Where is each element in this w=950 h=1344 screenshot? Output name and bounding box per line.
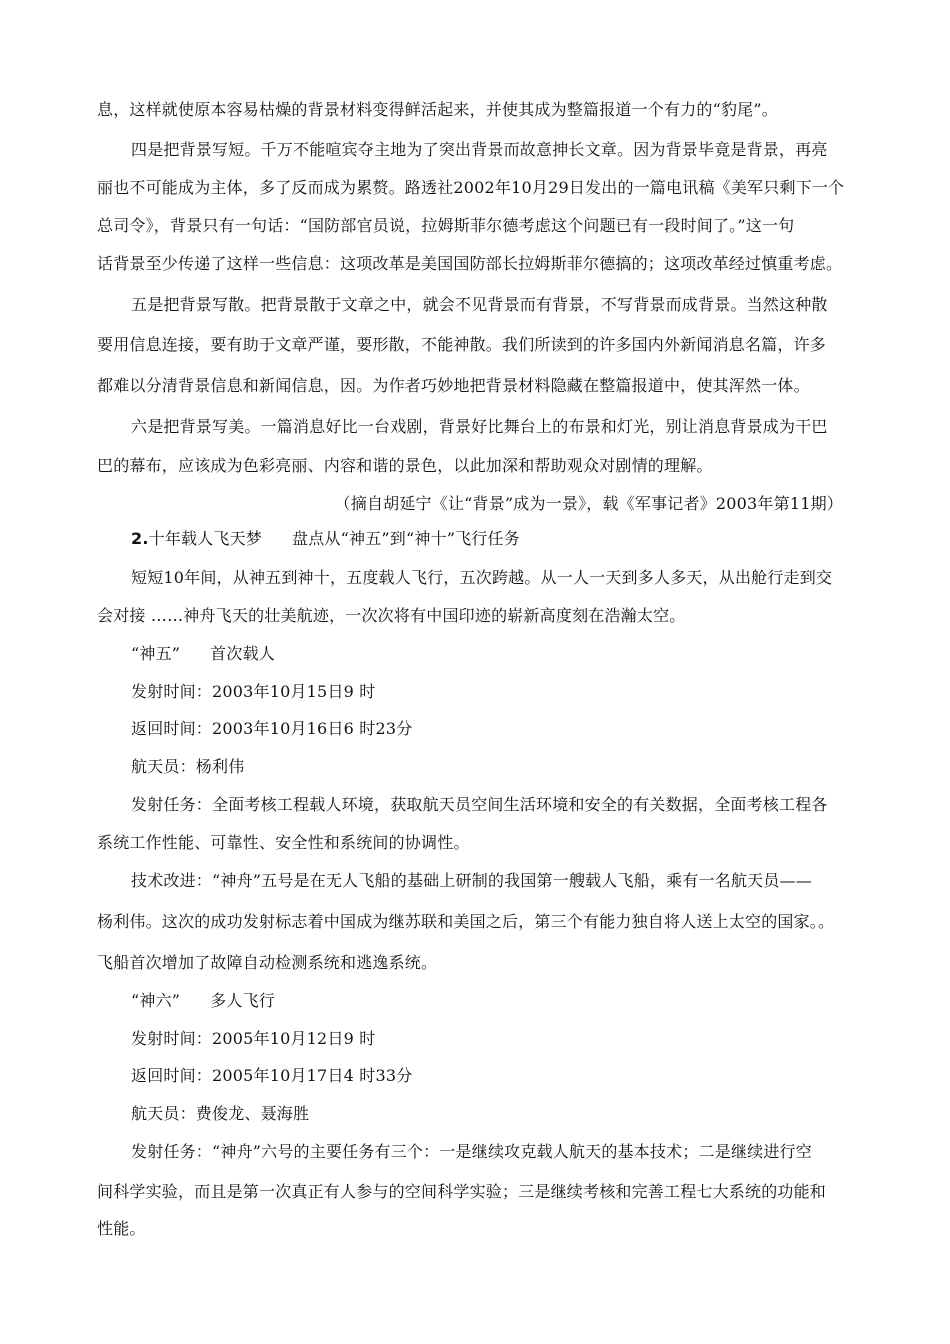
- launch-task: 发射任务：全面考核工程载人环境，获取航天员空间生活环境和安全的有关数据，全面考核工程各: [131, 795, 828, 814]
- launch-task: 发射任务：“神舟”六号的主要任务有三个：一是继续攻克载人航天的基本技术；二是继续进行空: [131, 1142, 812, 1161]
- section-title: 十年载人飞天梦: [148, 529, 263, 548]
- mission-heading: [97, 991, 275, 1011]
- paragraph-line: 要用信息连接，要有助于文章严谨，要形散，不能神散。我们所读到的许多国内外新闻消息名篇，许多: [97, 335, 827, 354]
- astronaut: 航天员：杨利伟: [131, 757, 245, 776]
- paragraph-line: 四是把背景写短。千万不能喧宾夺主地为了突出背景而故意抻长文章。因为背景毕竟是背景，再亮: [131, 140, 828, 159]
- paragraph-line: 总司令》，背景只有一句话：“国防部官员说，拉姆斯菲尔德考虑这个问题已有一段时间了。”这一句: [97, 216, 795, 235]
- mission-name: “神五”: [131, 644, 181, 663]
- source-citation: （摘自胡延宁《让“背景”成为一景》，载《军事记者》2003年第11期）: [334, 494, 843, 513]
- launch-task-cont: 间科学实验，而且是第一次真正有人参与的空间科学实验；三是继续考核和完善工程七大系统的功能和: [97, 1182, 827, 1201]
- paragraph-line: 丽也不可能成为主体，多了反而成为累赘。路透社2002年10月29日发出的一篇电讯稿《美军只剩下一个: [97, 178, 845, 197]
- paragraph-line: 五是把背景写散。把背景散于文章之中，就会不见背景而有背景，不写背景而成背景。当然这种散: [131, 295, 828, 314]
- launch-task-cont: 系统工作性能、可靠性、安全性和系统间的协调性。: [97, 833, 470, 852]
- mission-heading: [97, 644, 275, 664]
- section-subtitle: 盘点从“神五”到“神十”飞行任务: [292, 529, 520, 548]
- launch-task-cont: 性能。: [97, 1219, 146, 1238]
- paragraph-line: 息，这样就使原本容易枯燥的背景材料变得鲜活起来，并使其成为整篇报道一个有力的“豹尾”。: [97, 100, 778, 119]
- return-time: 返回时间：2005年10月17日4 时33分: [131, 1066, 413, 1085]
- paragraph-line: 话背景至少传递了这样一些信息：这项改革是美国国防部长拉姆斯菲尔德搞的；这项改革经过慎重考虑。: [97, 254, 843, 273]
- paragraph-line: 巴的幕布，应该成为色彩亮丽、内容和谐的景色，以此加深和帮助观众对剧情的理解。: [97, 456, 713, 475]
- launch-time: 发射时间：2003年10月15日9 时: [131, 682, 376, 701]
- section-number: 2.: [131, 529, 149, 548]
- tech-improvement-cont: 杨利伟。这次的成功发射标志着中国成为继苏联和美国之后，第三个有能力独自将人送上太空的国家。。: [97, 912, 835, 931]
- paragraph-line: 六是把背景写美。一篇消息好比一台戏剧，背景好比舞台上的布景和灯光，别让消息背景成为干巴: [131, 417, 828, 436]
- paragraph-line: 都难以分清背景信息和新闻信息，因。为作者巧妙地把背景材料隐藏在整篇报道中，使其浑然一体。: [97, 376, 810, 395]
- astronaut: 航天员：费俊龙、聂海胜: [131, 1104, 310, 1123]
- launch-time: 发射时间：2005年10月12日9 时: [131, 1029, 376, 1048]
- mission-tag: 首次载人: [210, 644, 275, 663]
- tech-improvement: 技术改进：“神舟”五号是在无人飞船的基础上研制的我国第一艘载人飞船，乘有一名航天员——: [131, 871, 812, 890]
- section-heading: [97, 529, 520, 549]
- paragraph-line: 短短10年间，从神五到神十，五度载人飞行，五次跨越。从一人一天到多人多天，从出舱行走到交: [131, 568, 833, 587]
- return-time: 返回时间：2003年10月16日6 时23分: [131, 719, 413, 738]
- tech-improvement-cont: 飞船首次增加了故障自动检测系统和逃逸系统。: [97, 953, 438, 972]
- mission-name: “神六”: [131, 991, 181, 1010]
- paragraph-line: 会对接 ……神舟飞天的壮美航迹，一次次将有中国印迹的崭新高度刻在浩瀚太空。: [97, 606, 686, 625]
- mission-tag: 多人飞行: [210, 991, 275, 1010]
